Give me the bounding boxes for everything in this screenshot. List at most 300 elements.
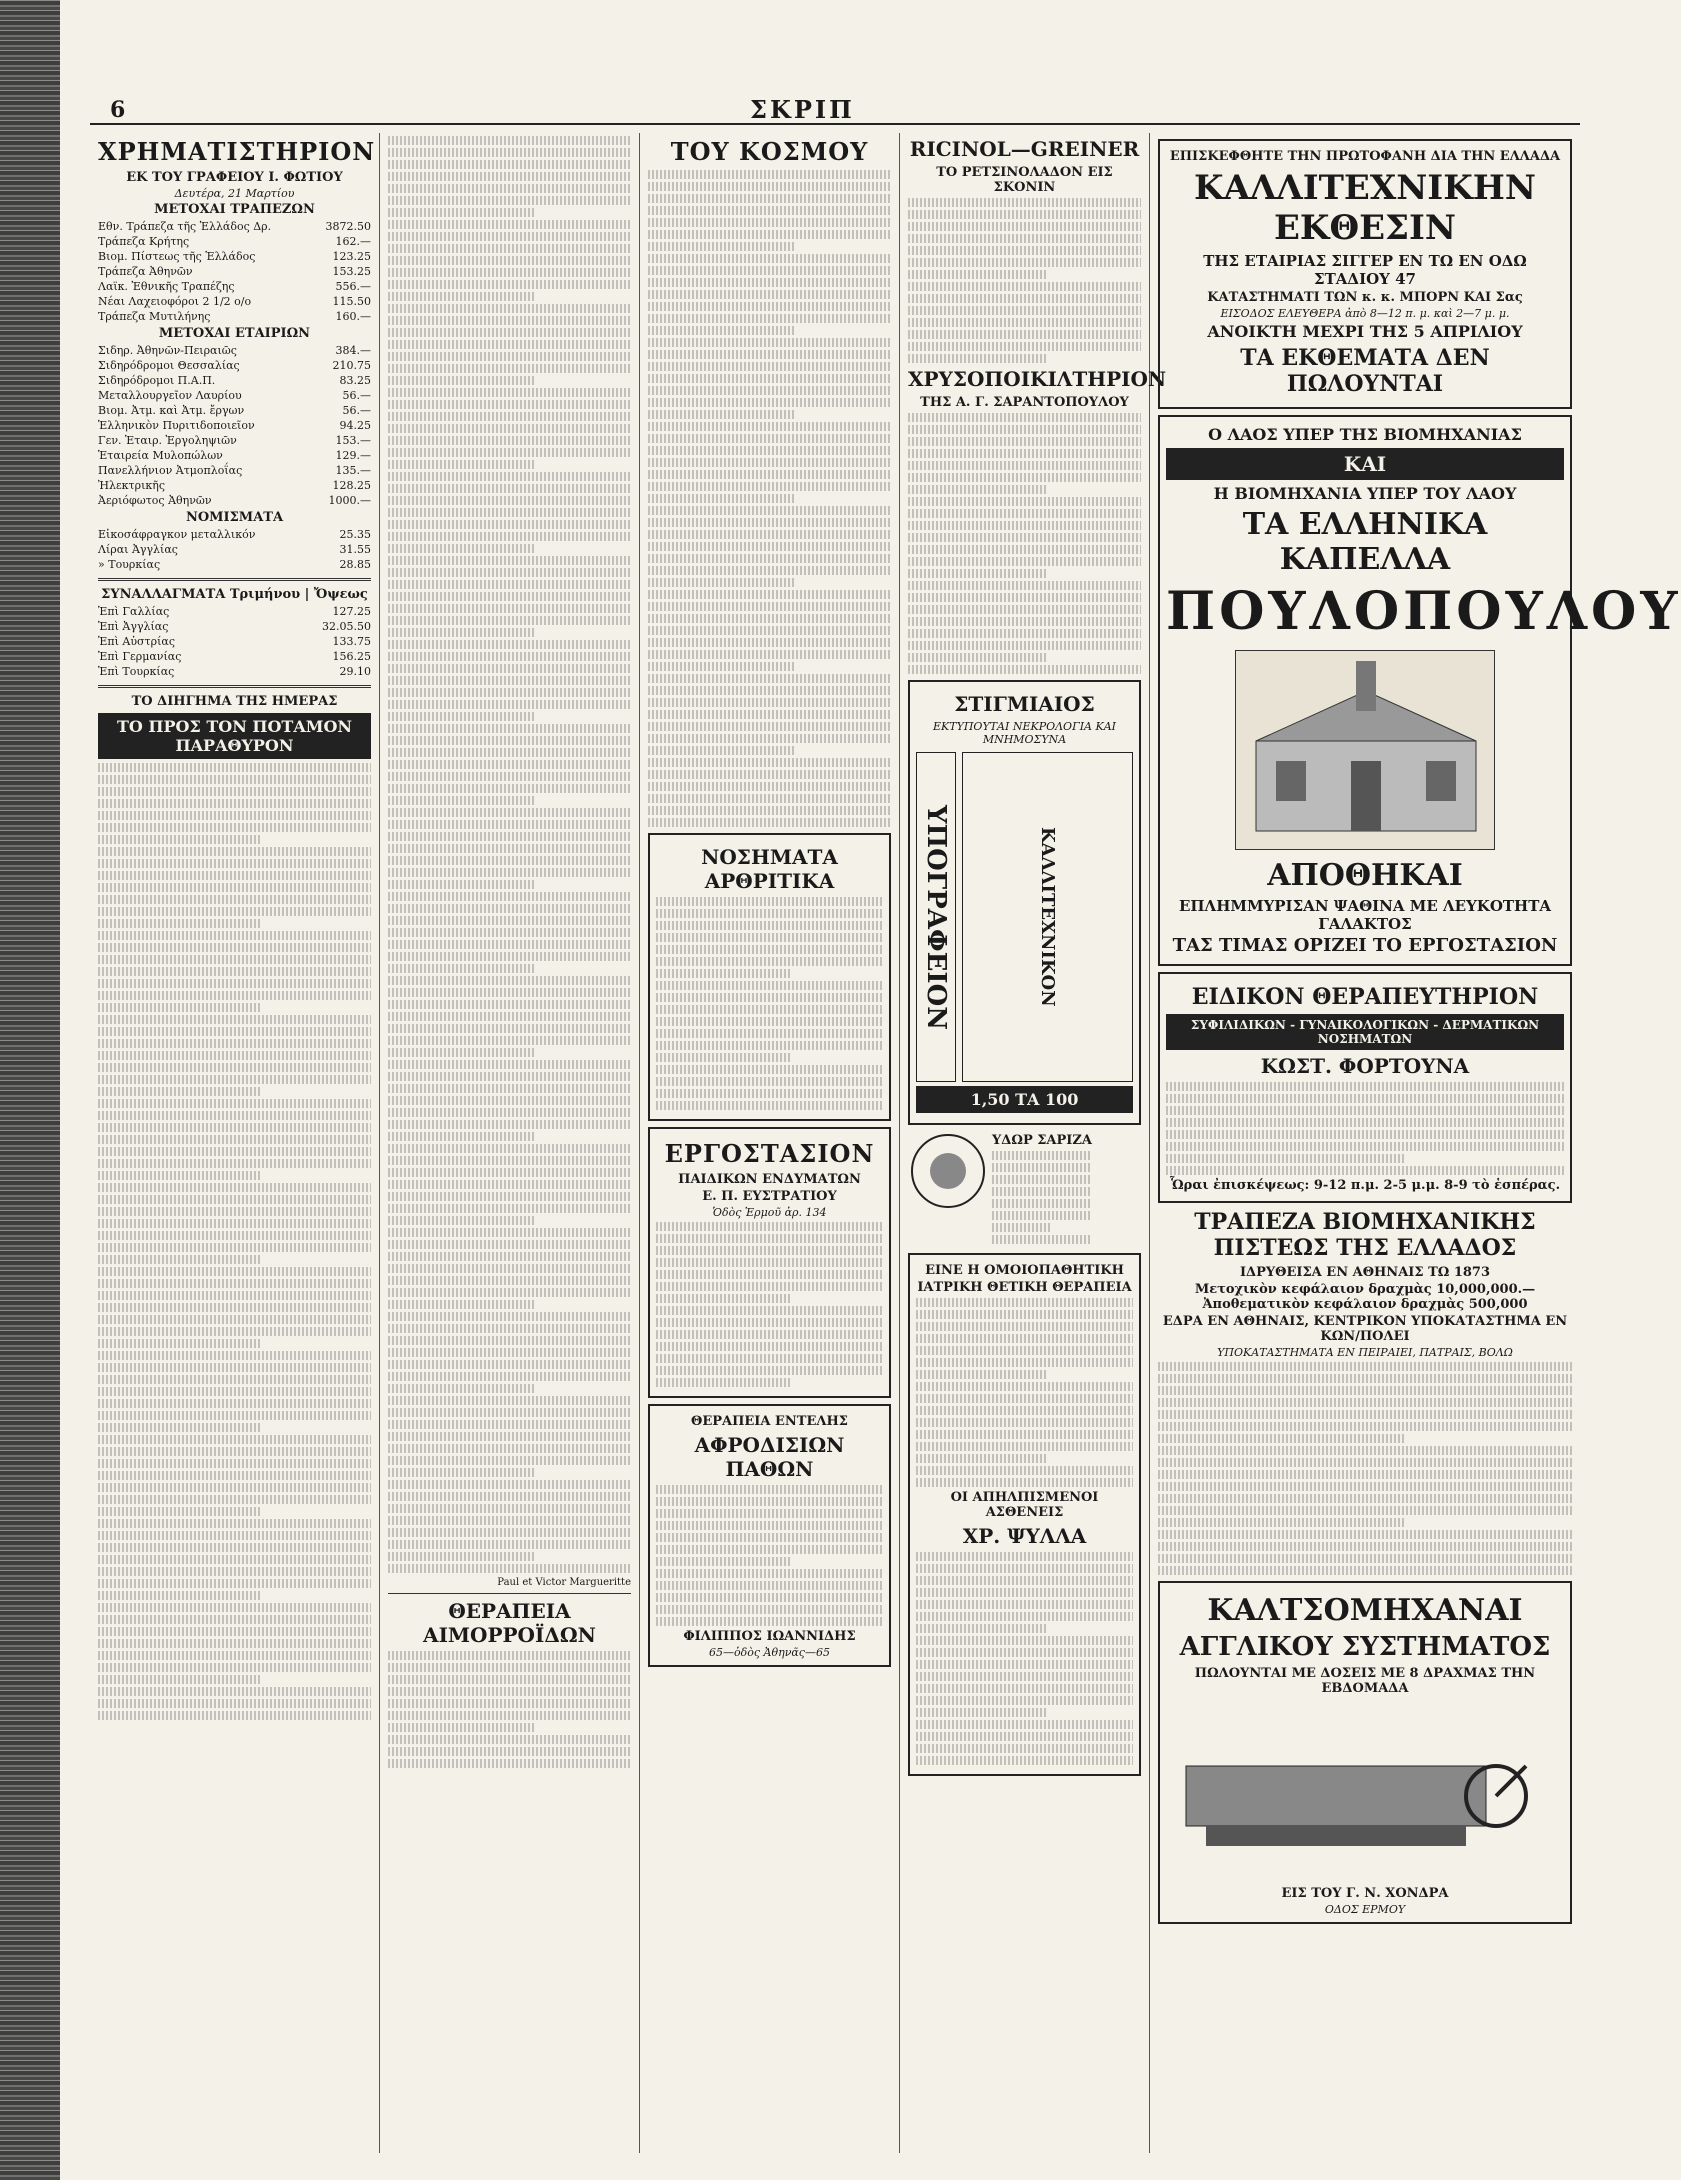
text-line xyxy=(388,136,631,145)
text-line xyxy=(648,302,891,311)
quote-value: 28.85 xyxy=(339,558,371,571)
text-line xyxy=(916,1708,1046,1717)
text-line xyxy=(1158,1518,1406,1527)
text-line xyxy=(388,1528,631,1537)
text-line xyxy=(656,1258,883,1267)
story-text xyxy=(98,763,371,1720)
story-title: ΤΟ ΠΡΟΣ ΤΟΝ ΠΟΤΑΜΟΝ ΠΑΡΑΘΥΡΟΝ xyxy=(98,713,371,759)
text-line xyxy=(1158,1494,1572,1503)
jeweller-title: ΧΡΥΣΟΠΟΙΚΙΛΤΗΡΙΟΝ xyxy=(908,367,1167,391)
text-line xyxy=(388,244,631,253)
quote-name: Σιδηρ. Ἀθηνῶν-Πειραιῶς xyxy=(98,344,237,357)
quote-name: Λαϊκ. Ἐθνικῆς Τραπέζης xyxy=(98,280,235,293)
text-line xyxy=(388,1480,631,1489)
text-line xyxy=(388,1024,631,1033)
bank-founded: ΙΔΡΥΘΕΙΣΑ ΕΝ ΑΘΗΝΑΙΣ ΤΩ 1873 xyxy=(1239,1265,1491,1280)
text-line xyxy=(388,532,631,541)
text-line xyxy=(388,256,631,265)
text-line xyxy=(908,653,1048,662)
quote-row xyxy=(98,403,371,418)
text-line xyxy=(388,196,631,205)
quote-value: 133.75 xyxy=(332,635,371,648)
quote-name: Ἐπὶ Αὐστρίας xyxy=(98,635,176,648)
quote-row xyxy=(98,493,371,508)
clinic-doctor: ΚΩΣΤ. ΦΟΡΤΟΥΝΑ xyxy=(1260,1054,1470,1078)
text-line xyxy=(388,352,631,361)
text-line xyxy=(908,593,1141,602)
arthritis-text xyxy=(656,897,883,1110)
text-line xyxy=(656,1270,883,1279)
text-line xyxy=(916,1564,1133,1573)
water-brand: ΥΔΩΡ ΣΑΡΙΖΑ xyxy=(992,1133,1092,1148)
water-ad xyxy=(908,1131,1141,1247)
text-line xyxy=(1158,1554,1572,1563)
text-line xyxy=(916,1370,1046,1379)
text-line xyxy=(388,1699,631,1708)
quote-row xyxy=(98,557,371,572)
text-line xyxy=(98,1459,371,1468)
scan-edge xyxy=(0,0,60,2180)
text-line xyxy=(388,1336,631,1345)
arthritis-ad xyxy=(648,833,891,1121)
text-line xyxy=(388,916,631,925)
text-line xyxy=(98,799,371,808)
text-line xyxy=(1158,1410,1572,1419)
knitting-machine-illustration xyxy=(1166,1706,1586,1876)
text-line xyxy=(388,1312,631,1321)
quote-value: 153.— xyxy=(335,434,371,447)
text-line xyxy=(908,473,1141,482)
text-line xyxy=(388,616,631,625)
text-line xyxy=(388,580,631,589)
bank-seat: ΕΔΡΑ ΕΝ ΑΘΗΝΑΙΣ, ΚΕΝΤΡΙΚΟΝ ΥΠΟΚΑΤΑΣΤΗΜΑ ΕΝ ΚΩΝ/ΠΟΛΕΙ xyxy=(1162,1314,1568,1344)
text-line xyxy=(388,1108,631,1117)
text-line xyxy=(388,1432,631,1441)
text-line xyxy=(388,1711,631,1720)
text-line xyxy=(388,1420,631,1429)
text-line xyxy=(656,1101,883,1110)
text-line xyxy=(98,1687,371,1696)
text-line xyxy=(98,1207,371,1216)
homeopathy-ad xyxy=(908,1253,1141,1776)
text-line xyxy=(388,1492,631,1501)
jeweller-text xyxy=(908,413,1141,674)
quote-name: Ἠλεκτρικῆς xyxy=(98,479,166,492)
text-line xyxy=(98,943,371,952)
text-line xyxy=(388,424,631,433)
quote-value: 83.25 xyxy=(339,374,371,387)
text-line xyxy=(1158,1566,1572,1575)
text-line xyxy=(98,1111,371,1120)
text-line xyxy=(648,422,891,431)
text-line xyxy=(98,1219,371,1228)
text-line xyxy=(908,198,1141,207)
text-line xyxy=(388,1687,631,1696)
text-line xyxy=(916,1382,1133,1391)
quote-row xyxy=(98,294,371,309)
text-line xyxy=(656,1234,883,1243)
coins-heading: ΝΟΜΙΣΜΑΤΑ xyxy=(185,510,284,525)
hats-title: ΤΑ ΕΛΛΗΝΙΚΑ ΚΑΠΕΛΛΑ xyxy=(1242,507,1488,577)
text-line xyxy=(656,957,883,966)
text-line xyxy=(648,206,891,215)
quote-name: Ἑταιρεία Μυλοπώλων xyxy=(98,449,223,462)
text-line xyxy=(908,282,1141,291)
bank-text xyxy=(1158,1362,1572,1575)
text-line xyxy=(388,412,631,421)
text-line xyxy=(648,290,891,299)
text-line xyxy=(388,1192,631,1201)
quote-name: Ἐπὶ Τουρκίας xyxy=(98,665,175,678)
factory-illustration xyxy=(1235,650,1495,850)
text-line xyxy=(98,1675,262,1684)
text-line xyxy=(908,222,1141,231)
text-line xyxy=(916,1552,1133,1561)
text-line xyxy=(648,626,891,635)
text-line xyxy=(388,1504,631,1513)
expo-store: ΚΑΤΑΣΤΗΜΑΤΙ ΤΩΝ κ. κ. ΜΠΟΡΝ ΚΑΙ Σας xyxy=(1207,290,1523,305)
text-line xyxy=(656,1545,883,1554)
text-line xyxy=(98,1615,371,1624)
market-date: Δευτέρα, 21 Μαρτίου xyxy=(174,187,295,200)
quote-name: Γεν. Ἑταιρ. Ἐργοληψιῶν xyxy=(98,434,237,447)
expo-sub: ΤΗΣ ΕΤΑΙΡΙΑΣ ΣΙΓΓΕΡ ΕΝ ΤΩ ΕΝ ΟΔΩ ΣΤΑΔΙΟΥ 47 xyxy=(1203,252,1527,288)
text-line xyxy=(98,1591,262,1600)
text-line xyxy=(648,686,891,695)
text-line xyxy=(388,1324,631,1333)
text-line xyxy=(98,1051,371,1060)
ricinol-sub: ΤΟ ΡΕΤΣΙΝΟΛΑΔΟΝ ΕΙΣ ΣΚΟΝΙΝ xyxy=(936,165,1113,195)
text-line xyxy=(388,820,631,829)
sewing-sub: ΑΓΓΛΙΚΟΥ ΣΥΣΤΗΜΑΤΟΣ xyxy=(1179,1632,1551,1662)
text-line xyxy=(98,1291,371,1300)
text-line xyxy=(388,796,534,805)
arthritis-title: ΝΟΣΗΜΑΤΑ ΑΡΘΡΙΤΙΚΑ xyxy=(701,845,838,893)
text-line xyxy=(916,1298,1133,1307)
text-line xyxy=(388,784,631,793)
text-line xyxy=(656,1366,883,1375)
text-line xyxy=(648,386,891,395)
text-line xyxy=(388,1012,631,1021)
text-line xyxy=(388,676,631,685)
text-line xyxy=(656,1065,883,1074)
text-line xyxy=(98,1327,371,1336)
text-line xyxy=(648,722,891,731)
text-line xyxy=(388,844,631,853)
brand-name: ΠΟΥΛΟΠΟΥΛΟΥ xyxy=(1166,581,1681,642)
text-line xyxy=(916,1454,1046,1463)
quote-value: 162.— xyxy=(335,235,371,248)
text-line xyxy=(656,969,792,978)
text-line xyxy=(98,1435,371,1444)
text-line xyxy=(98,1159,371,1168)
text-line xyxy=(388,364,631,373)
text-line xyxy=(388,928,631,937)
text-line xyxy=(916,1346,1133,1355)
text-line xyxy=(388,1228,631,1237)
text-line xyxy=(648,266,891,275)
text-line xyxy=(648,650,891,659)
quote-name: Σιδηρόδρομοι Π.Α.Π. xyxy=(98,374,216,387)
text-line xyxy=(388,712,534,721)
column-ads xyxy=(900,133,1167,2153)
therapy-ad xyxy=(648,1404,891,1667)
text-line xyxy=(648,782,891,791)
expo-title: ΚΑΛΛΙΤΕΧΝΙΚΗΝ ΕΚΘΕΣΙΝ xyxy=(1194,168,1536,248)
text-line xyxy=(388,1516,631,1525)
text-line xyxy=(388,184,631,193)
quote-value: 127.25 xyxy=(332,605,371,618)
text-line xyxy=(992,1211,1092,1220)
text-line xyxy=(388,1252,631,1261)
factory-title: ΕΡΓΟΣΤΑΣΙΟΝ xyxy=(664,1139,875,1168)
text-line xyxy=(388,1396,631,1405)
text-line xyxy=(908,665,1141,674)
text-line xyxy=(908,294,1141,303)
ricinol-text xyxy=(908,198,1141,363)
text-line xyxy=(98,1099,371,1108)
text-line xyxy=(388,1348,631,1357)
clinic-ad xyxy=(1158,972,1572,1203)
text-line xyxy=(916,1624,1046,1633)
text-line xyxy=(98,1303,371,1312)
text-line xyxy=(992,1175,1092,1184)
text-line xyxy=(388,508,631,517)
text-line xyxy=(648,506,891,515)
text-line xyxy=(98,1387,371,1396)
text-line xyxy=(656,1330,883,1339)
text-line xyxy=(388,856,631,865)
industry-line: Η ΒΙΟΜΗΧΑΝΙΑ ΥΠΕΡ ΤΟΥ ΛΑΟΥ xyxy=(1213,484,1517,503)
text-line xyxy=(98,1351,371,1360)
text-line xyxy=(388,1300,534,1309)
text-line xyxy=(1158,1398,1572,1407)
text-line xyxy=(388,1264,631,1273)
text-line xyxy=(916,1720,1133,1729)
quote-name: Νέαι Λαχειοφόροι 2 1/2 ο/ο xyxy=(98,295,252,308)
text-line xyxy=(656,1306,883,1315)
quote-row xyxy=(98,649,371,664)
quote-row xyxy=(98,542,371,557)
text-line xyxy=(388,736,631,745)
text-line xyxy=(388,376,534,385)
text-line xyxy=(98,1627,371,1636)
text-line xyxy=(648,482,891,491)
text-line xyxy=(388,1540,631,1549)
text-line xyxy=(388,724,631,733)
text-line xyxy=(656,1089,883,1098)
text-line xyxy=(388,280,631,289)
quote-value: 3872.50 xyxy=(325,220,371,233)
text-line xyxy=(388,1675,631,1684)
quote-value: 129.— xyxy=(335,449,371,462)
newspaper-page xyxy=(90,95,1681,2155)
text-line xyxy=(908,318,1141,327)
text-line xyxy=(388,760,631,769)
text-line xyxy=(908,449,1141,458)
text-line xyxy=(388,1048,534,1057)
text-line xyxy=(1166,1154,1405,1163)
text-line xyxy=(648,710,891,719)
entry-hours: ΕΙΣΟΔΟΣ ΕΛΕΥΘΕΡΑ ἀπὸ 8—12 π. μ. καὶ 2—7 μ. μ. xyxy=(1220,307,1510,320)
quote-row xyxy=(98,373,371,388)
quote-value: 29.10 xyxy=(339,665,371,678)
quote-row xyxy=(98,279,371,294)
text-line xyxy=(1166,1082,1564,1091)
clinic-text xyxy=(1166,1082,1564,1175)
text-line xyxy=(656,1617,883,1626)
text-line xyxy=(656,993,883,1002)
quote-value: 160.— xyxy=(335,310,371,323)
quote-name: Ἑλληνικὸν Πυριτιδοποιεῖον xyxy=(98,419,255,432)
text-line xyxy=(388,1168,631,1177)
text-line xyxy=(648,470,891,479)
text-line xyxy=(98,1495,371,1504)
text-line xyxy=(656,1029,883,1038)
text-line xyxy=(388,1144,631,1153)
text-line xyxy=(388,1156,631,1165)
text-line xyxy=(388,1759,631,1768)
text-line xyxy=(648,170,891,179)
text-line xyxy=(1158,1386,1572,1395)
text-line xyxy=(98,859,371,868)
and-line: ΚΑΙ xyxy=(1166,448,1564,480)
text-line xyxy=(1158,1434,1406,1443)
text-line xyxy=(656,945,883,954)
text-line xyxy=(388,832,631,841)
text-line xyxy=(98,1087,262,1096)
text-line xyxy=(908,234,1141,243)
text-line xyxy=(388,1372,631,1381)
text-line xyxy=(656,1509,883,1518)
text-line xyxy=(648,278,891,287)
text-line xyxy=(388,340,631,349)
text-line xyxy=(648,254,891,263)
text-line xyxy=(388,640,631,649)
text-line xyxy=(992,1151,1092,1160)
paper-title: ΣΚΡΙΠ xyxy=(750,95,855,124)
text-line xyxy=(98,811,371,820)
text-line xyxy=(656,1005,883,1014)
text-line xyxy=(648,350,891,359)
print-head: ΣΤΙΓΜΙΑΙΟΣ xyxy=(954,692,1095,716)
text-line xyxy=(98,1363,371,1372)
text-line xyxy=(916,1672,1133,1681)
text-line xyxy=(648,434,891,443)
text-line xyxy=(388,772,631,781)
text-line xyxy=(388,604,631,613)
text-line xyxy=(388,1468,534,1477)
text-line xyxy=(656,1521,883,1530)
print-card: ΚΑΛΛΙΤΕΧΝΙΚΟΝ xyxy=(1037,827,1058,1007)
quote-row xyxy=(98,418,371,433)
text-line xyxy=(388,208,534,217)
text-line xyxy=(648,590,891,599)
companies-heading: ΜΕΤΟΧΑΙ ΕΤΑΙΡΙΩΝ xyxy=(158,326,311,341)
quote-row xyxy=(98,463,371,478)
text-line xyxy=(98,1639,371,1648)
text-line xyxy=(656,1041,883,1050)
text-line xyxy=(908,306,1141,315)
text-line xyxy=(656,981,883,990)
text-line xyxy=(648,662,794,671)
text-line xyxy=(388,472,631,481)
text-line xyxy=(916,1684,1133,1693)
text-line xyxy=(908,413,1141,422)
text-line xyxy=(98,1579,371,1588)
quote-value: 135.— xyxy=(335,464,371,477)
text-line xyxy=(648,758,891,767)
text-line xyxy=(98,1375,371,1384)
quote-value: 156.25 xyxy=(332,650,371,663)
text-line xyxy=(916,1732,1133,1741)
text-line xyxy=(98,1231,371,1240)
text-line xyxy=(916,1612,1133,1621)
water-seal-icon xyxy=(908,1131,988,1211)
text-line xyxy=(388,1651,631,1660)
quote-value: 115.50 xyxy=(332,295,371,308)
quote-value: 56.— xyxy=(342,404,371,417)
text-line xyxy=(1166,1094,1564,1103)
open-until: ΑΝΟΙΚΤΗ ΜΕΧΡΙ ΤΗΣ 5 ΑΠΡΙΛΙΟΥ xyxy=(1207,322,1523,341)
text-line xyxy=(98,1027,371,1036)
factory-sub: ΠΑΙΔΙΚΩΝ ΕΝΔΥΜΑΤΩΝ xyxy=(678,1172,861,1187)
text-line xyxy=(656,1342,883,1351)
text-line xyxy=(908,509,1141,518)
text-line xyxy=(648,194,891,203)
print-price: 1,50 ΤΑ 100 xyxy=(916,1086,1133,1113)
quote-value: 56.— xyxy=(342,389,371,402)
text-line xyxy=(388,1288,631,1297)
quote-name: Ἐπὶ Ἀγγλίας xyxy=(98,620,169,633)
text-line xyxy=(98,955,371,964)
text-line xyxy=(98,1003,262,1012)
text-line xyxy=(388,964,534,973)
text-line xyxy=(98,1063,371,1072)
quote-row xyxy=(98,527,371,542)
quote-row xyxy=(98,264,371,279)
text-line xyxy=(916,1696,1133,1705)
quote-row xyxy=(98,343,371,358)
market-title: ΧΡΗΜΑΤΙΣΤΗΡΙΟΝ xyxy=(98,137,376,166)
quote-row xyxy=(98,478,371,493)
homeopathy-text-2 xyxy=(916,1552,1133,1765)
quote-row xyxy=(98,433,371,448)
text-line xyxy=(916,1756,1133,1765)
text-line xyxy=(98,919,262,928)
text-line xyxy=(656,1581,883,1590)
quote-name: Πανελλήνιον Ἀτμοπλοΐας xyxy=(98,464,243,477)
text-line xyxy=(992,1187,1092,1196)
text-line xyxy=(916,1430,1133,1439)
text-line xyxy=(388,1747,631,1756)
text-line xyxy=(648,794,891,803)
text-line xyxy=(388,304,631,313)
text-line xyxy=(98,979,371,988)
text-line xyxy=(98,847,371,856)
text-line xyxy=(98,907,371,916)
text-line xyxy=(908,330,1141,339)
text-line xyxy=(388,940,631,949)
text-line xyxy=(388,316,631,325)
text-line xyxy=(1166,1142,1564,1151)
sewing-title: ΚΑΛΤΣΟΜΗΧΑΝΑΙ xyxy=(1207,1593,1523,1628)
text-line xyxy=(388,1360,631,1369)
text-line xyxy=(98,1183,371,1192)
text-line xyxy=(388,988,631,997)
quote-name: Ἐπὶ Γερμανίας xyxy=(98,650,182,663)
text-line xyxy=(1158,1506,1572,1515)
